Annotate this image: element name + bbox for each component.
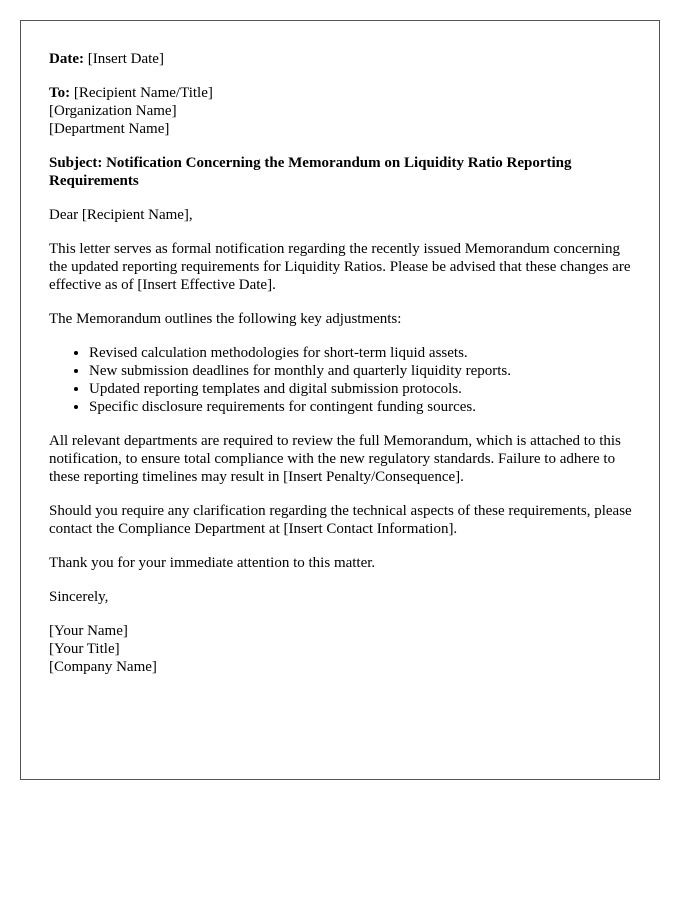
list-item: • Specific disclosure requirements for contingent funding sources. xyxy=(89,398,639,416)
outline-paragraph: The Memorandum outlines the following key adjustments: xyxy=(49,311,402,327)
salutation: Dear [Recipient Name], xyxy=(49,207,193,223)
recipient-organization: [Organization Name] xyxy=(49,103,177,119)
date-value: [Insert Date] xyxy=(87,51,164,67)
intro-paragraph: This letter serves as formal notification regarding the recently issued Memorandum concerning the updated reporting requirements for Liquidity Ratios. Please be advised that these changes are effective as of [Insert Effective Date]. xyxy=(49,241,631,293)
recipient-block xyxy=(49,84,639,138)
recipient-department: [Department Name] xyxy=(49,121,170,137)
list-item: • New submission deadlines for monthly and quarterly liquidity reports. xyxy=(89,362,639,380)
contact-paragraph: Should you require any clarification regarding the technical aspects of these requirements, please contact the Compliance Department at [Insert Contact Information]. xyxy=(49,503,632,537)
recipient-name-line xyxy=(49,84,639,102)
thanks-paragraph: Thank you for your immediate attention to this matter. xyxy=(49,555,376,571)
letter-frame xyxy=(20,20,660,780)
signature-title: [Your Title] xyxy=(49,641,120,657)
subject-line: Subject: Notification Concerning the Memorandum on Liquidity Ratio Reporting Requirements xyxy=(49,155,572,189)
letter-body xyxy=(49,50,639,692)
list-item: • Revised calculation methodologies for short-term liquid assets. xyxy=(89,344,639,362)
signature-block xyxy=(49,622,639,676)
recipient-name: [Recipient Name/Title] xyxy=(73,85,213,101)
signature-name: [Your Name] xyxy=(49,623,128,639)
date-label: Date: xyxy=(49,51,84,67)
recipient-label: To: xyxy=(49,85,71,101)
adjustments-list xyxy=(49,344,639,416)
list-item: • Updated reporting templates and digital submission protocols. xyxy=(89,380,639,398)
date-line xyxy=(49,50,639,68)
closing: Sincerely, xyxy=(49,589,109,605)
review-paragraph: All relevant departments are required to review the full Memorandum, which is attached to this notification, to ensure total compliance with the new regulatory standards. Failure to adhere to these reporting timelines may result in [Insert Penalty/Consequence]. xyxy=(49,433,621,485)
signature-company: [Company Name] xyxy=(49,659,157,675)
